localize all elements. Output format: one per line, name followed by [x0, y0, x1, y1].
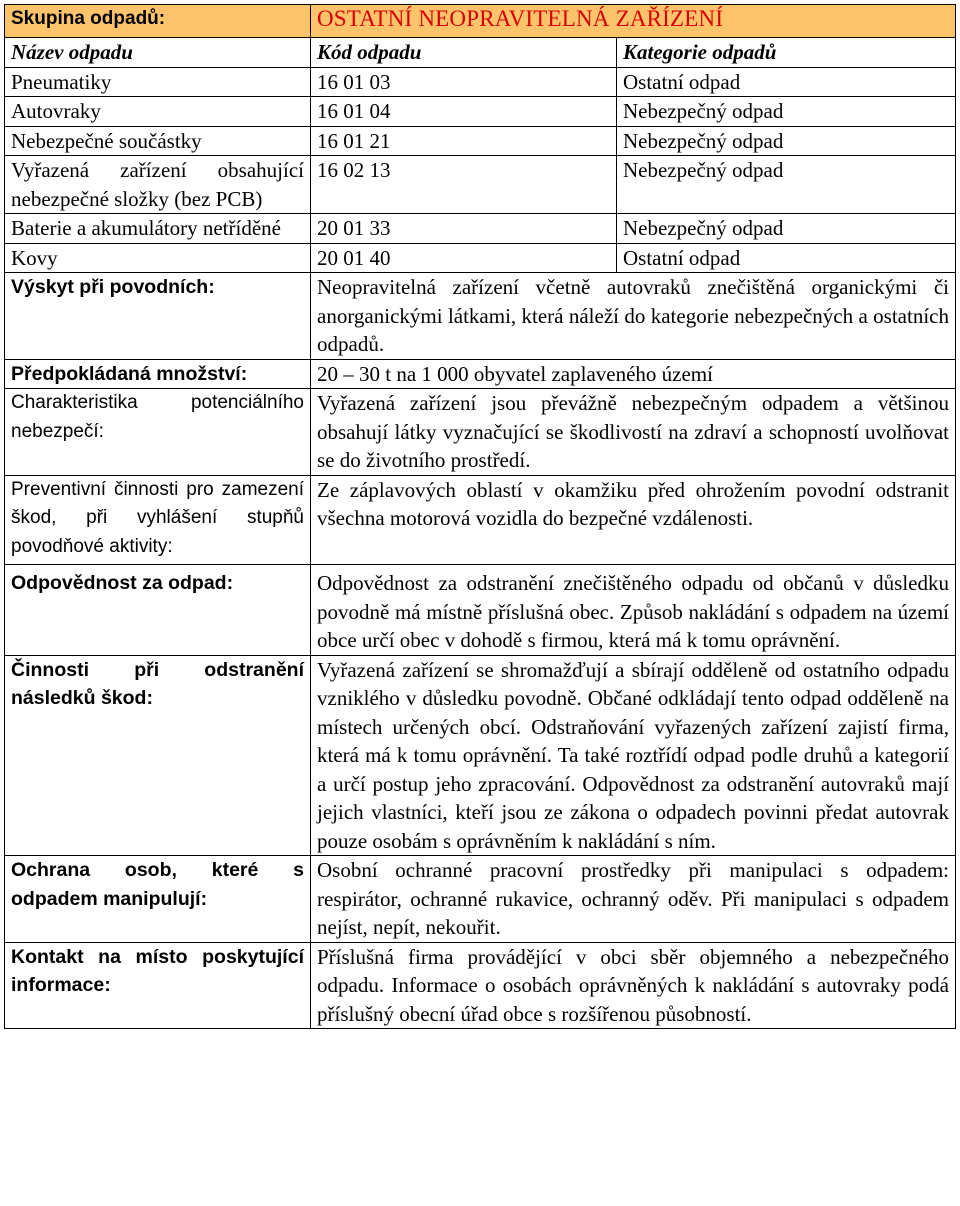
column-header-category: Kategorie odpadů — [617, 38, 956, 68]
info-label: Výskyt při povodních: — [5, 273, 311, 360]
info-label: Ochrana osob, které s odpadem manipulují: — [5, 856, 311, 943]
info-row-occurrence — [5, 273, 956, 360]
info-label: Předpokládaná množství: — [5, 359, 311, 389]
info-value: Příslušná firma provádějící v obci sběr objemného a nebezpečného odpadu. Informace o osobách oprávněných k nakládání s autovraky podá příslušný obecní úřad obce s rozšířenou působností. — [311, 942, 956, 1029]
waste-row — [5, 214, 956, 244]
info-value: Vyřazená zařízení jsou převážně nebezpečným odpadem a většinou obsahují látky vyznačující se škodlivostí na zdraví a schopností uvolňovat se do životního prostředí. — [311, 389, 956, 476]
column-header-name: Název odpadu — [5, 38, 311, 68]
waste-category: Nebezpečný odpad — [617, 126, 956, 156]
waste-code: 16 02 13 — [311, 156, 617, 214]
waste-code: 16 01 04 — [311, 97, 617, 127]
info-label: Činnosti při odstranění následků škod: — [5, 655, 311, 856]
waste-category: Nebezpečný odpad — [617, 214, 956, 244]
info-label: Kontakt na místo poskytující informace: — [5, 942, 311, 1029]
waste-name: Vyřazená zařízení obsahující nebezpečné složky (bez PCB) — [5, 156, 311, 214]
waste-row — [5, 156, 956, 214]
info-label: Odpovědnost za odpad: — [5, 565, 311, 656]
column-header-row — [5, 38, 956, 68]
waste-name: Nebezpečné součástky — [5, 126, 311, 156]
waste-code: 16 01 21 — [311, 126, 617, 156]
waste-code: 16 01 03 — [311, 67, 617, 97]
info-value: Neopravitelná zařízení včetně autovraků znečištěná organickými či anorganickými látkami, která náleží do kategorie nebezpečných a ostatních odpadů. — [311, 273, 956, 360]
info-row-contact — [5, 942, 956, 1029]
waste-name: Pneumatiky — [5, 67, 311, 97]
info-value: 20 – 30 t na 1 000 obyvatel zaplaveného území — [311, 359, 956, 389]
waste-category: Nebezpečný odpad — [617, 97, 956, 127]
waste-row — [5, 126, 956, 156]
group-value: OSTATNÍ NEOPRAVITELNÁ ZAŘÍZENÍ — [311, 5, 956, 38]
info-value: Vyřazená zařízení se shromažďují a sbírají odděleně od ostatního odpadu vzniklého v důsledku povodně. Občané odkládají tento odpad odděleně na místech určených obcí. Odstraňování vyřazených zařízení zajistí firma, která má k tomu oprávnění. Ta také roztřídí odpad podle druhů a kategorií a určí postup jeho zpracování. Odpovědnost za odstranění autovraků mají jejich vlastníci, kteří jsou ze zákona o odpadech povinni předat autovrak pouze osobám s oprávněním k nakládání s ním. — [311, 655, 956, 856]
waste-name: Baterie a akumulátory netříděné — [5, 214, 311, 244]
info-row-quantity — [5, 359, 956, 389]
info-row-responsibility — [5, 565, 956, 656]
group-label: Skupina odpadů: — [5, 5, 311, 38]
info-value: Odpovědnost za odstranění znečištěného odpadu od občanů v důsledku povodně má místně příslušná obec. Způsob nakládání s odpadem na území obce určí obec v dohodě s firmou, která má k tomu oprávnění. — [311, 565, 956, 656]
info-row-remediation — [5, 655, 956, 856]
waste-row — [5, 243, 956, 273]
info-row-protection — [5, 856, 956, 943]
waste-name: Kovy — [5, 243, 311, 273]
waste-category: Ostatní odpad — [617, 243, 956, 273]
group-header-row — [5, 5, 956, 38]
info-row-hazard — [5, 389, 956, 476]
waste-code: 20 01 40 — [311, 243, 617, 273]
info-row-prevention — [5, 475, 956, 565]
waste-category: Nebezpečný odpad — [617, 156, 956, 214]
info-value: Osobní ochranné pracovní prostředky při manipulaci s odpadem: respirátor, ochranné rukavice, ochranný oděv. Při manipulaci s odpadem nejíst, nepít, nekouřit. — [311, 856, 956, 943]
info-label: Preventivní činnosti pro zamezení škod, při vyhlášení stupňů povodňové aktivity: — [5, 475, 311, 565]
waste-code: 20 01 33 — [311, 214, 617, 244]
info-label: Charakteristika potenciálního nebezpečí: — [5, 389, 311, 476]
waste-row — [5, 67, 956, 97]
column-header-code: Kód odpadu — [311, 38, 617, 68]
info-value: Ze záplavových oblastí v okamžiku před ohrožením povodní odstranit všechna motorová vozidla do bezpečné vzdálenosti. — [311, 475, 956, 565]
waste-info-table — [4, 4, 956, 1029]
waste-category: Ostatní odpad — [617, 67, 956, 97]
waste-row — [5, 97, 956, 127]
waste-name: Autovraky — [5, 97, 311, 127]
